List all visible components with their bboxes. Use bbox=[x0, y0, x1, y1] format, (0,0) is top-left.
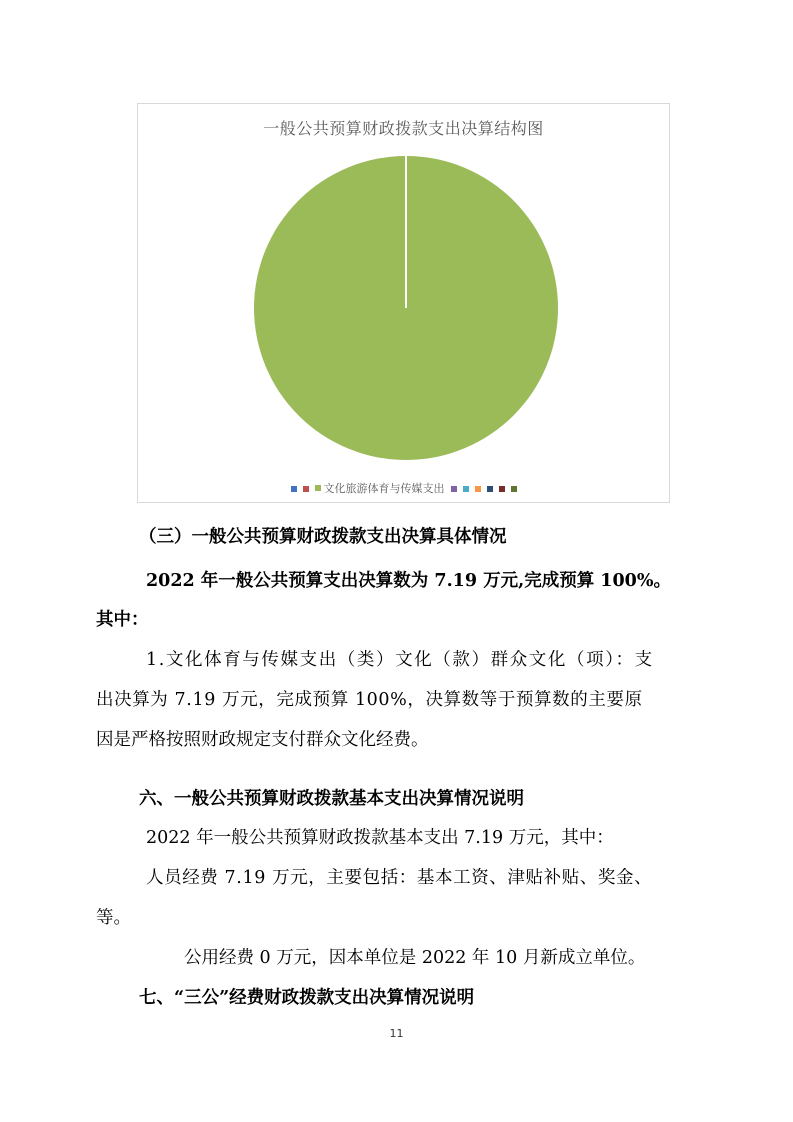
legend-item-8 bbox=[511, 482, 517, 495]
legend-swatch bbox=[475, 486, 481, 492]
heading-six: 六、一般公共预算财政拨款基本支出决算情况说明 bbox=[139, 789, 524, 809]
legend-item-5 bbox=[475, 482, 481, 495]
legend-item-1 bbox=[303, 482, 309, 495]
legend-item-2 bbox=[315, 480, 445, 496]
paragraph-line: 2022 年一般公共预算财政拨款基本支出 7.19 万元，其中： bbox=[146, 828, 614, 848]
legend-swatch bbox=[291, 486, 297, 492]
paragraph-line: 出决算为 7.19 万元，完成预算 100%，决算数等于预算数的主要原 bbox=[96, 690, 643, 710]
section-heading: （三）一般公共预算财政拨款支出决算具体情况 bbox=[139, 527, 507, 547]
legend-item-7 bbox=[499, 482, 505, 495]
pie-plot-area bbox=[138, 104, 669, 502]
legend-swatch bbox=[451, 486, 457, 492]
legend-swatch bbox=[303, 486, 309, 492]
legend-item-4 bbox=[463, 482, 469, 495]
paragraph-line: 其中： bbox=[96, 610, 149, 630]
heading-seven: 七、“三公”经费财政拨款支出决算情况说明 bbox=[139, 988, 475, 1008]
legend-item-3 bbox=[451, 482, 457, 495]
paragraph-line: 公用经费 0 万元，因本单位是 2022 年 10 月新成立单位。 bbox=[184, 948, 646, 968]
legend-swatch bbox=[499, 486, 505, 492]
legend-item-6 bbox=[487, 482, 493, 495]
legend-swatch bbox=[463, 486, 469, 492]
pie-chart bbox=[137, 103, 670, 503]
paragraph-line: 2022 年一般公共预算支出决算数为 7.19 万元,完成预算 100%。 bbox=[146, 571, 671, 591]
paragraph-line: 等。 bbox=[96, 908, 131, 928]
chart-legend bbox=[138, 480, 669, 496]
legend-item-0 bbox=[291, 482, 297, 495]
legend-label: 文化旅游体育与传媒支出 bbox=[323, 482, 445, 495]
paragraph-line: 人员经费 7.19 万元，主要包括：基本工资、津贴补贴、奖金、 bbox=[146, 868, 653, 888]
paragraph-line: 1.文化体育与传媒支出（类）文化（款）群众文化（项）：支 bbox=[146, 650, 654, 670]
legend-swatch bbox=[487, 486, 493, 492]
paragraph-line: 因是严格按照财政规定支付群众文化经费。 bbox=[96, 730, 429, 750]
legend-swatch bbox=[315, 485, 321, 491]
page-number: 11 bbox=[389, 1027, 404, 1040]
legend-swatch bbox=[511, 486, 517, 492]
chart-title: 一般公共预算财政拨款支出决算结构图 bbox=[263, 119, 544, 138]
